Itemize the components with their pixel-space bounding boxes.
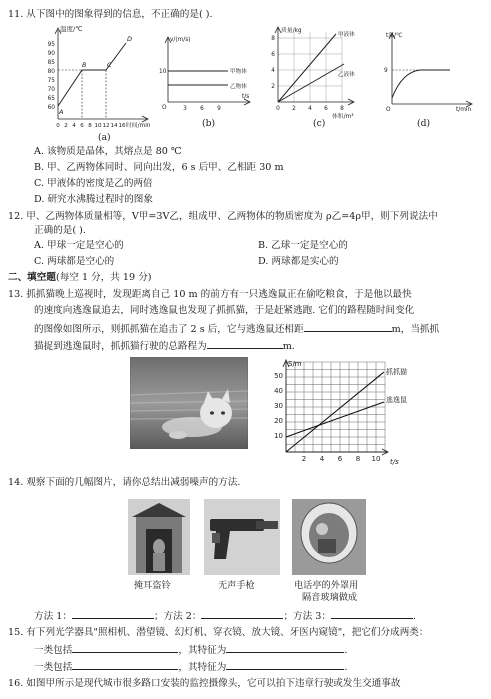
graph-a-ytick: 65 <box>47 96 55 102</box>
q13-blank-2[interactable] <box>207 339 283 349</box>
q15-blank-2[interactable] <box>226 643 344 653</box>
q13-chart-ylabel: S/m <box>288 360 302 368</box>
graph-a-ytick: 75 <box>47 78 55 84</box>
q12-option-b: B. 乙球一定是空心的 <box>258 240 348 251</box>
caption-booth-2: 隔音玻璃做成 <box>302 592 358 603</box>
section-note: (每空 1 分，共 19 分) <box>55 272 152 283</box>
svg-text:9: 9 <box>217 106 221 112</box>
q13-line4: 猫捉到逃逸鼠时，抓抓猫行驶的总路程为 m. <box>34 341 295 352</box>
q12-option-d: D. 两球都是实心的 <box>258 256 339 267</box>
graph-d-curve <box>392 70 450 98</box>
svg-text:乙物体: 乙物体 <box>230 84 247 90</box>
graph-a <box>30 24 155 134</box>
graph-c <box>258 24 376 120</box>
graph-a-xtick: 6 <box>80 123 84 129</box>
q13-cat-line <box>286 372 384 452</box>
svg-text:50: 50 <box>274 372 283 380</box>
q12-option-a: A. 甲球一定是空心的 <box>34 240 124 251</box>
caption-booth-1: 电话亭的外罩用 <box>294 580 359 591</box>
graph-a-xlabel: 时间/min <box>126 123 151 129</box>
q14-methods: 方法 1： ；方法 2： ；方法 3： . <box>34 611 417 622</box>
svg-text:C: C <box>107 61 112 69</box>
svg-text:10: 10 <box>371 455 381 463</box>
q14-blank-3[interactable] <box>331 609 413 619</box>
svg-text:6: 6 <box>200 106 204 112</box>
svg-text:A: A <box>59 108 64 116</box>
graph-a-ytick: 90 <box>47 51 55 57</box>
q13-mouse-label: 逃逸鼠 <box>386 396 407 404</box>
q15-line1: 15. 有下列光学器具"照相机、潜望镜、幻灯机、穿衣镜、放大镜、牙医内窥镜"，把它们分成两类： <box>8 627 429 638</box>
svg-text:6: 6 <box>324 106 328 112</box>
graph-a-ytick: 70 <box>47 87 55 93</box>
graph-a-ytick: 80 <box>47 69 55 75</box>
graph-c-caption: (c) <box>313 118 326 129</box>
svg-text:0: 0 <box>276 106 280 112</box>
svg-text:4: 4 <box>319 455 325 463</box>
svg-text:6: 6 <box>337 455 343 463</box>
q16-line1: 16. 如图甲所示是现代城市很多路口安装的监控摄像头，它可以拍下违章行驶或发生交通事故 <box>8 678 401 689</box>
svg-text:3: 3 <box>183 106 187 112</box>
q15-cat2: 一类包括 ，其特征为 . <box>34 662 348 673</box>
svg-text:质量/kg: 质量/kg <box>281 28 302 34</box>
section-heading <box>8 272 152 284</box>
graph-b-caption: (b) <box>202 118 216 129</box>
graph-c-jia-line <box>278 34 336 102</box>
q11-option-a: A. 该物质是晶体，其熔点是 80 ℃ <box>34 146 182 157</box>
svg-text:20: 20 <box>274 417 283 425</box>
graph-d-caption: (d) <box>417 118 431 129</box>
svg-text:O: O <box>386 107 391 113</box>
svg-text:8: 8 <box>355 455 361 463</box>
svg-text:v/(m/s): v/(m/s) <box>170 37 191 43</box>
graph-a-ytick: 95 <box>47 42 55 48</box>
caption-gate: 掩耳盗铃 <box>134 580 171 591</box>
q13-line1: 13. 抓抓猫晚上巡视时，发现距离自己 10 m 的前方有一只逃逸鼠正在偷吃粮食，于是他以最快 <box>8 289 412 300</box>
q13-mouse-line <box>286 402 384 437</box>
graph-a-xtick: 4 <box>72 123 76 129</box>
graph-a-xtick: 14 <box>110 123 118 129</box>
svg-text:10: 10 <box>274 432 283 440</box>
graph-a-xtick: 0 <box>56 123 60 129</box>
gate-photo <box>128 499 190 575</box>
graph-a-xtick: 10 <box>94 123 102 129</box>
svg-text:t/min: t/min <box>456 107 472 113</box>
q13-chart <box>262 356 442 468</box>
svg-text:40: 40 <box>274 387 283 395</box>
q11-stem: 11. 从下图中的图象得到的信息，不正确的是( ). <box>8 9 213 20</box>
svg-text:甲物体: 甲物体 <box>230 69 247 75</box>
caption-pistol: 无声手枪 <box>218 580 255 591</box>
q13-line3: 的图像如图所示，则抓抓猫在追击了 2 s 后，它与逃逸鼠还相距 m，当抓抓 <box>34 324 440 335</box>
svg-text:乙液体: 乙液体 <box>338 72 355 78</box>
q13-blank-1[interactable] <box>304 322 392 332</box>
q11-option-c: C. 甲液体的密度是乙的两倍 <box>34 178 153 189</box>
svg-text:9: 9 <box>384 68 388 74</box>
q12-option-c: C. 两球都是空心的 <box>34 256 115 267</box>
svg-text:甲液体: 甲液体 <box>338 32 355 38</box>
svg-text:t/s: t/s <box>390 458 399 466</box>
svg-text:4: 4 <box>271 68 275 74</box>
phone-booth-photo <box>292 499 366 575</box>
q11-option-d: D. 研究水沸腾过程时的图象 <box>34 194 153 205</box>
q15-blank-3[interactable] <box>72 660 178 670</box>
svg-text:2: 2 <box>292 106 296 112</box>
q15-cat1: 一类包括 ，其特征为 . <box>34 645 348 656</box>
svg-text:t/s: t/s <box>242 94 250 100</box>
graph-a-ylabel: 温度/℃ <box>60 25 83 33</box>
svg-text:6: 6 <box>271 52 275 58</box>
q13-line2: 的速度向逃逸鼠追去，同时逃逸鼠也发现了抓抓猫，于是赶紧逃跑. 它们的路程随时间变化 <box>34 305 415 316</box>
graph-a-ytick: 60 <box>47 105 55 111</box>
svg-text:10: 10 <box>159 69 167 75</box>
q15-blank-4[interactable] <box>226 660 344 670</box>
cat-photo <box>130 357 248 449</box>
graph-a-caption: (a) <box>98 132 111 143</box>
q15-blank-1[interactable] <box>72 643 178 653</box>
svg-text:体积/m³: 体积/m³ <box>332 114 354 120</box>
graph-a-curve <box>58 43 126 106</box>
pistol-photo <box>204 499 280 575</box>
svg-text:8: 8 <box>340 106 344 112</box>
q12-line1: 12. 甲、乙两物体质量相等，V甲=3V乙，组成甲、乙两物体的物质密度为 ρ乙=4ρ甲，则下列说法中 <box>8 211 438 222</box>
graph-a-xtick: 8 <box>88 123 92 129</box>
svg-text:8: 8 <box>271 36 275 42</box>
svg-text:O: O <box>162 105 167 111</box>
q12-line2: 正确的是( ). <box>34 225 86 236</box>
graph-b <box>158 30 258 112</box>
graph-d <box>380 28 480 114</box>
q14-blank-1[interactable] <box>72 609 154 619</box>
svg-text:t温/℃: t温/℃ <box>386 33 403 39</box>
graph-a-xtick: 2 <box>64 123 68 129</box>
q14-stem: 14. 观察下面的几幅图片，请你总结出减弱噪声的方法. <box>8 477 241 488</box>
svg-text:2: 2 <box>271 84 275 90</box>
svg-text:B: B <box>82 61 87 69</box>
q14-blank-2[interactable] <box>201 609 283 619</box>
graph-a-xtick: 16 <box>118 123 126 129</box>
svg-text:4: 4 <box>308 106 312 112</box>
svg-text:D: D <box>127 35 133 43</box>
q11-option-b: B. 甲、乙两物体同时、同向出发，6 s 后甲、乙相距 30 m <box>34 162 284 173</box>
graph-c-yi-line <box>278 64 344 102</box>
graph-a-xtick: 12 <box>102 123 110 129</box>
section-title: 二、填空题 <box>8 272 56 283</box>
graph-a-ytick: 85 <box>47 60 55 66</box>
svg-text:30: 30 <box>274 402 283 410</box>
q13-cat-label: 抓抓猫 <box>386 368 407 376</box>
svg-text:2: 2 <box>301 455 307 463</box>
